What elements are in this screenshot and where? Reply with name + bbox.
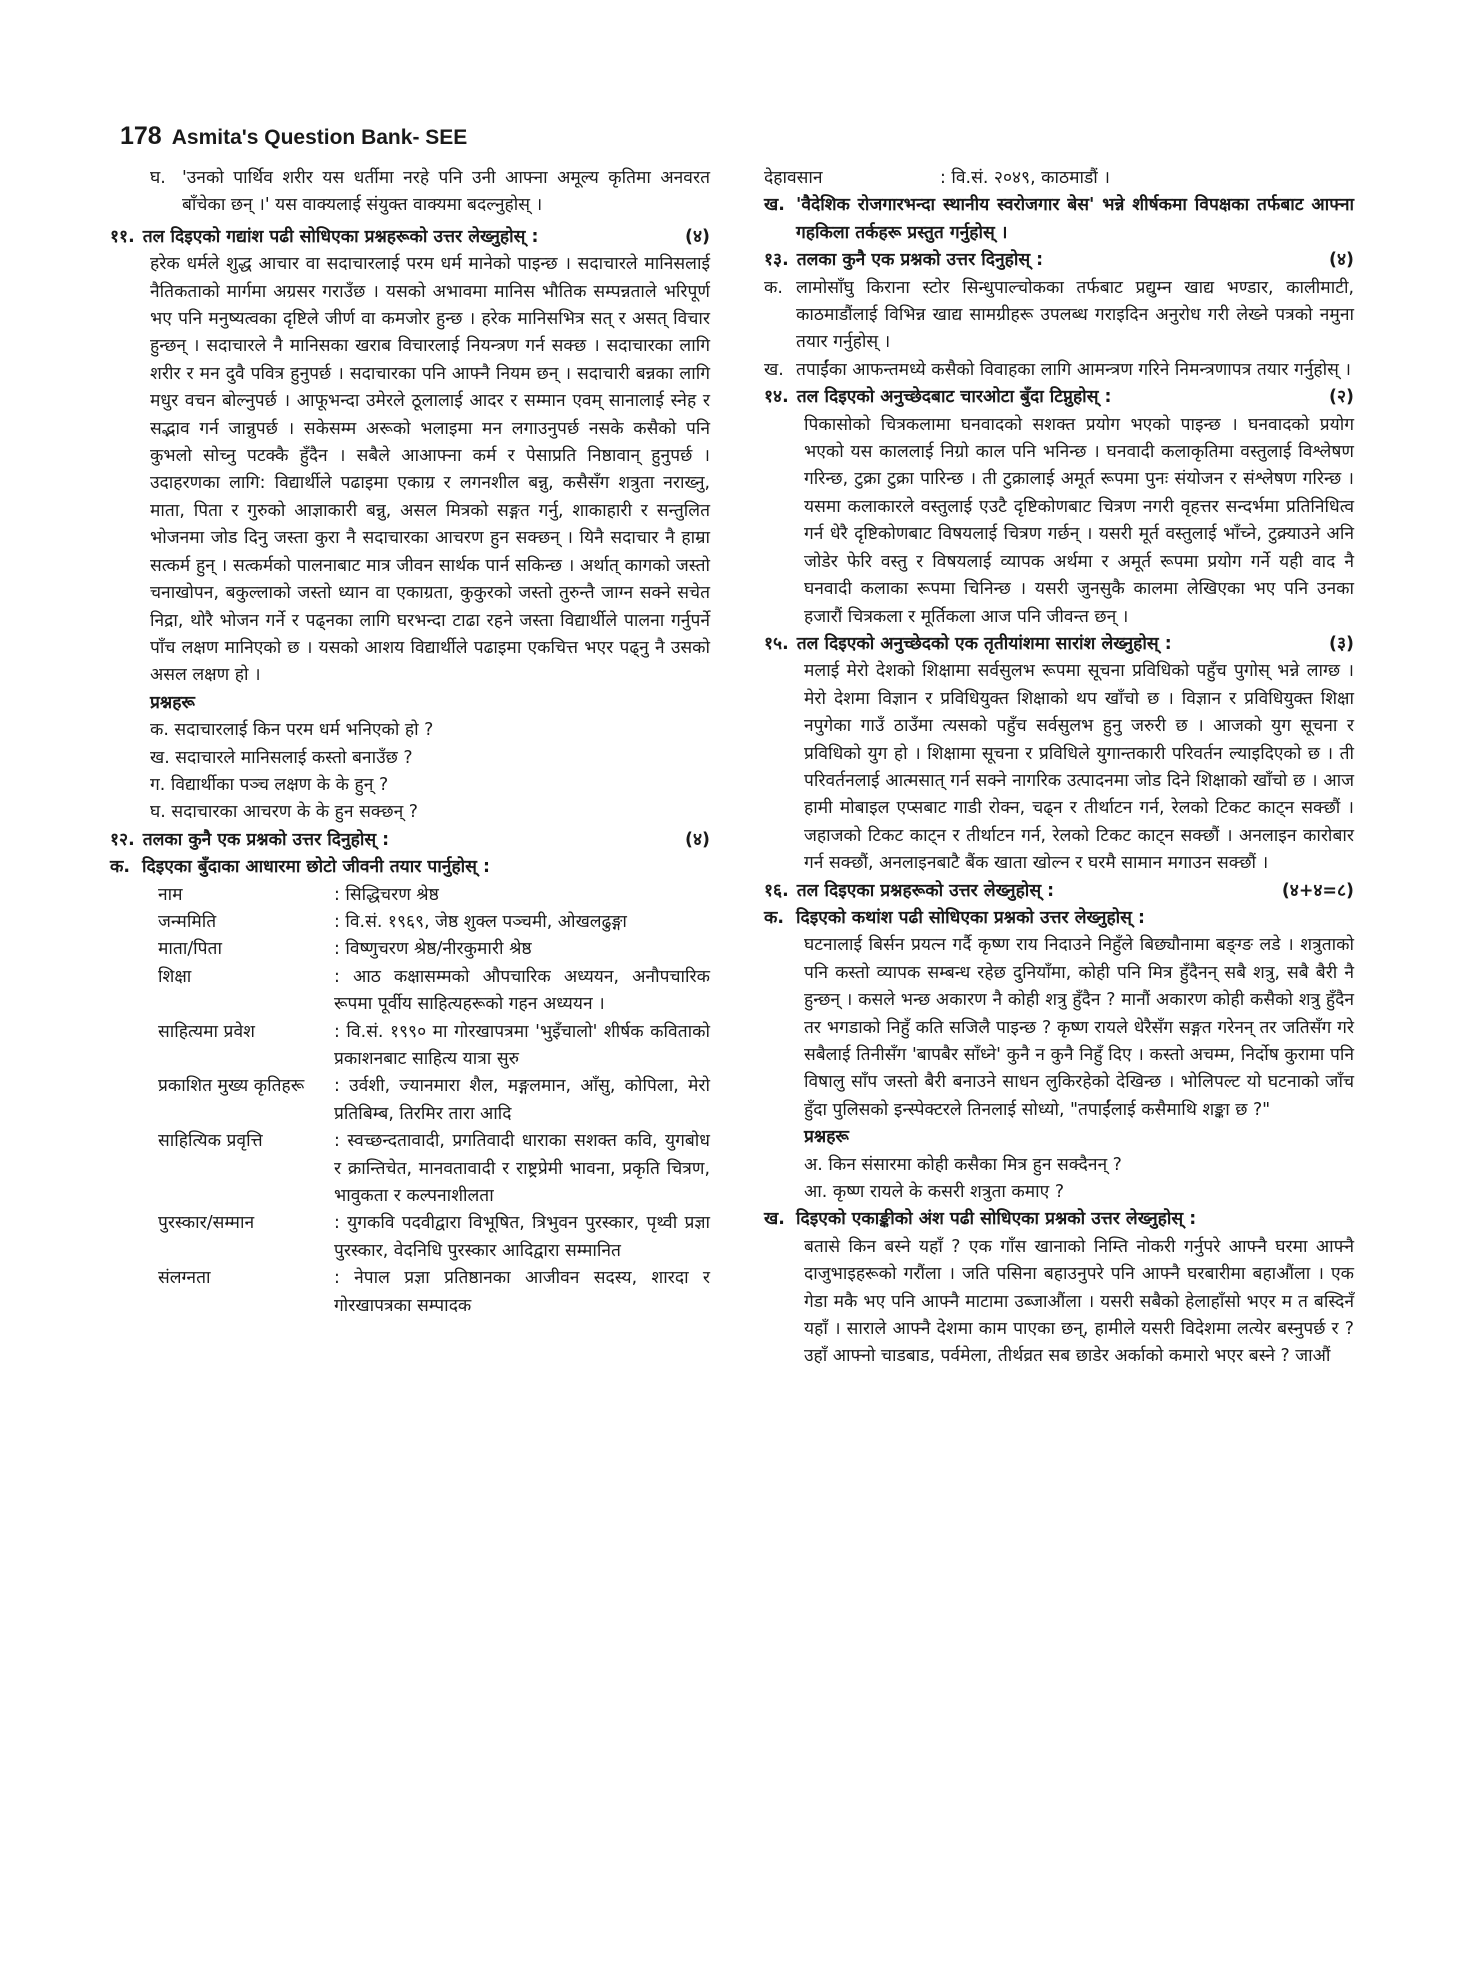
page-header xyxy=(120,122,1320,162)
bio-key: देहावसान xyxy=(764,168,823,188)
item-text: दिइएको एकाङ्कीको अंश पढी सोधिएका प्रश्नको उत्तर लेख्नुहोस् : xyxy=(796,1209,1197,1230)
right-column xyxy=(764,165,1354,1371)
bio-row xyxy=(110,1210,710,1265)
q14-heading xyxy=(764,384,1354,411)
bio-value: : वि.सं. १९९० मा गोरखापत्रमा 'भुइँचालो' शीर्षक कविताको प्रकाशनबाट साहित्य यात्रा सुरु xyxy=(334,1021,710,1069)
bio-row xyxy=(110,1019,710,1074)
left-column xyxy=(110,165,710,1320)
bio-key: प्रकाशित मुख्य कृतिहरू xyxy=(158,1076,305,1097)
q10-gha xyxy=(110,165,710,220)
bio-key: पुरस्कार/सम्मान xyxy=(158,1213,255,1234)
question-marks: (३) xyxy=(1329,633,1354,654)
q13-ka xyxy=(764,275,1354,357)
item-text: दिइएको कथांश पढी सोधिएका प्रश्नको उत्तर लेख्नुहोस् : xyxy=(796,907,1145,928)
bio-key: संलग्नता xyxy=(158,1268,211,1289)
question-marks: (४+४=८) xyxy=(1281,880,1354,901)
q16-kha-passage: बतासे किन बस्ने यहाँ ? एक गाँस खानाको निम्ति नोकरी गर्नुपरे आफ्नै घरमा आफ्नै दाजुभाइहरूको गरौंला । जति पसिना बहाउनुपरे पनि आफ्नै घरबारीमा बहाऔंला । एक गेडा मकै भए पनि आफ्नै माटामा उब्जाऔंला । यसरी सबैको हेलाहाँसो भएर म त बस्दिनँ यहाँ । साराले आफ्नै देशमा काम पाएका छन्, हामीले यसरी विदेशमा लत्येर बस्नुपर्छ र ? उहाँ आफ्नो चाडबाड, पर्वमेला, तीर्थव्रत सब छाडेर अर्काको कमारो भएर बस्ने ? जाऔं xyxy=(804,1236,1354,1367)
list-item: ख. सदाचारले मानिसलाई कस्तो बनाउँछ ? xyxy=(150,747,413,768)
question-number: ११. xyxy=(110,226,135,247)
item-marker: क. xyxy=(110,857,130,878)
q11-questions xyxy=(110,717,710,827)
bio-row xyxy=(110,1265,710,1320)
question-title: तल दिइएको अनुच्छेदबाट चारओटा बुँदा टिप्नुहोस् : xyxy=(796,387,1112,408)
question-number: १५. xyxy=(764,633,789,654)
question-marks: (४) xyxy=(1329,250,1354,271)
list-item: क. सदाचारलाई किन परम धर्म भनिएको हो ? xyxy=(150,720,434,741)
bio-key: नाम xyxy=(158,884,183,905)
q12-heading xyxy=(110,827,710,854)
q16-questions-label: प्रश्नहरू xyxy=(804,1127,849,1148)
bio-value: : वि.सं. १९६९, जेष्ठ शुक्ल पञ्चमी, ओखलढुङ्गा xyxy=(334,911,627,932)
bio-value: : आठ कक्षासम्मको औपचारिक अध्ययन, अनौपचारिक रूपमा पूर्वीय साहित्यहरूको गहन अध्ययन । xyxy=(334,966,710,1015)
item-marker: ख. xyxy=(764,1209,785,1230)
q16-questions xyxy=(764,1152,1354,1207)
question-number: १४. xyxy=(764,387,789,408)
item-marker: घ. xyxy=(150,168,166,188)
book-title: Asmita's Question Bank- SEE xyxy=(171,126,468,149)
bio-key: माता/पिता xyxy=(158,939,222,960)
q12-ka xyxy=(110,854,710,881)
q16-ka-passage: घटनालाई बिर्सन प्रयत्न गर्दै कृष्ण राय निदाउने निहुँले बिछ्यौनामा बङ्ग्ङ लडे । शत्रुताको पनि कस्तो व्यापक सम्बन्ध रहेछ दुनियाँमा, कोही पनि मित्र हुँदैनन् सबै शत्रु, सबै बैरी नै हुन्छन् । कसले भन्छ अकारण नै कोही शत्रु हुँदैन ? मानौं अकारण कोही कसैको शत्रु हुँदैन तर भगडाको निहुँ कति सजिलै पाइन्छ ? कृष्ण रायले धेरैसँग सङ्गत गरेनन् तर जतिसँग गरे सबैलाई तिनीसँग 'बापबैर साँध्ने' कुनै न कुनै निहुँ दिए । कस्तो अचम्म, निर्दोष कुरामा पनि विषालु साँप जस्तो बैरी बनाउने साधन लुकिरहेको देखिन्छ । भोलिपल्ट यो घटनाको जाँच हुँदा पुलिसको इन्स्पेक्टरले तिनलाई सोध्यो, "तपाईंलाई कसैमाथि शङ्का छ ?" xyxy=(804,935,1354,1120)
list-item: अ. किन संसारमा कोही कसैका मित्र हुन सक्दैनन् ? xyxy=(804,1154,1122,1175)
bio-row xyxy=(110,964,710,1019)
bio-value: : युगकवि पदवीद्वारा विभूषित, त्रिभुवन पुरस्कार, पृथ्वी प्रज्ञा पुरस्कार, वेदनिधि पुरस्कार आदिद्वारा सम्मानित xyxy=(334,1213,710,1261)
question-title: तल दिइएको गद्यांश पढी सोधिएका प्रश्नहरूको उत्तर लेख्नुहोस् : xyxy=(142,226,539,247)
q14-passage: पिकासोको चित्रकलामा घनवादको सशक्त प्रयोग भएको पाइन्छ । घनवादको प्रयोग भएको यस काललाई निग्रो काल पनि भनिन्छ । घनवादी कलाकृतिमा वस्तुलाई विश्लेषण गरिन्छ, टुक्रा टुक्रा पारिन्छ । ती टुक्रालाई अमूर्त रूपमा पुनः संयोजन र संश्लेषण गरिन्छ । यसमा कलाकारले वस्तुलाई एउटै दृष्टिकोणबाट चित्रण नगरी वृहत्तर सन्दर्भमा प्रतिनिधित्व गर्न धेरै दृष्टिकोणबाट विषयलाई चित्रण गर्छन् । यसरी मूर्त वस्तुलाई भाँच्ने, टुक्र्याउने अनि जोडेर फेरि वस्तु र विषयलाई व्यापक अर्थमा र अमूर्त रूपमा प्रयोग गर्ने यही वाद नै घनवादी कलाका रूपमा चिनिन्छ । यसरी जुनसुकै कालमा लेखिएका भए पनि उनका हजारौं चित्रकला र मूर्तिकला आज पनि जीवन्त छन् । xyxy=(804,414,1354,627)
question-title: तल दिइएका प्रश्नहरूको उत्तर लेख्नुहोस् : xyxy=(796,880,1055,901)
bio-key: शिक्षा xyxy=(158,966,192,987)
q15-heading xyxy=(764,631,1354,658)
question-title: तलका कुनै एक प्रश्नको उत्तर दिनुहोस् : xyxy=(796,250,1044,271)
bio-value: : विष्णुचरण श्रेष्ठ/नीरकुमारी श्रेष्ठ xyxy=(334,939,532,960)
bio-value: : स्वच्छन्दतावादी, प्रगतिवादी धाराका सशक्त कवि, युगबोध र क्रान्तिचेत, मानवतावादी र राष्ट्रप्रेमी भावना, प्रकृति चित्रण, भावुकता र कल्पनाशीलता xyxy=(334,1131,710,1207)
bio-value: : सिद्धिचरण श्रेष्ठ xyxy=(334,884,439,905)
page-number: 178 xyxy=(120,122,162,150)
item-text: लामोसाँघु किराना स्टोर सिन्धुपाल्चोकका तर्फबाट प्रद्युम्न खाद्य भण्डार, कालीमाटी, काठमाडौंलाई विभिन्न खाद्य सामग्रीहरू उपलब्ध गराइदिन अनुरोध गरी लेख्ने पत्रको नमुना तयार गर्नुहोस् । xyxy=(796,277,1354,353)
list-item: घ. सदाचारका आचरण के के हुन सक्छन् ? xyxy=(150,802,419,823)
bio-value: : उर्वशी, ज्यानमारा शैल, मङ्गलमान, आँसु, कोपिला, मेरो प्रतिबिम्ब, तिरमिर तारा आदि xyxy=(334,1076,710,1124)
bio-key: साहित्यमा प्रवेश xyxy=(158,1021,255,1042)
q11-heading xyxy=(110,224,710,251)
bio-row xyxy=(110,909,710,936)
question-number: १६. xyxy=(764,880,789,901)
q12-kha xyxy=(764,192,1354,247)
q13-kha xyxy=(764,357,1354,384)
q15-passage: मलाई मेरो देशको शिक्षामा सर्वसुलभ रूपमा सूचना प्रविधिको पहुँच पुगोस् भन्ने लाग्छ । मेरो देशमा विज्ञान र प्रविधियुक्त शिक्षाको थप खाँचो छ । विज्ञान र प्रविधियुक्त शिक्षा नपुगेका गाउँ ठाउँमा त्यसको पहुँच सर्वसुलभ हुनु जरुरी छ । आजको युग सूचना र प्रविधिको युग हो । शिक्षामा सूचना र प्रविधिले युगान्तकारी परिवर्तन ल्याइदिएको छ । ती परिवर्तनलाई आत्मसात् गर्न सक्ने नागरिक उत्पादनमा जोड दिने शिक्षाको खाँचो छ । आज हामी मोबाइल एप्सबाट गाडी रोक्न, चढ्न र तीर्थाटन गर्न, रेलको टिकट काट्न सक्छौं । जहाजको टिकट काट्न र तीर्थाटन गर्न, रेलको टिकट काट्न सक्छौं । अनलाइन कारोबार गर्न सक्छौं, अनलाइनबाटै बैंक खाता खोल्न र घरमै सामान मगाउन सक्छौं । xyxy=(804,661,1354,874)
bio-row xyxy=(110,882,710,909)
bio-row xyxy=(110,1073,710,1128)
list-item: आ. कृष्ण रायले के कसरी शत्रुता कमाए ? xyxy=(804,1182,1065,1203)
question-title: तलका कुनै एक प्रश्नको उत्तर दिनुहोस् : xyxy=(142,829,390,850)
bio-value: : नेपाल प्रज्ञा प्रतिष्ठानका आजीवन सदस्य, शारदा र गोरखापत्रका सम्पादक xyxy=(334,1268,710,1316)
list-item: ग. विद्यार्थीका पञ्च लक्षण के के हुन् ? xyxy=(150,774,389,795)
question-marks: (२) xyxy=(1329,387,1354,408)
item-marker: ख. xyxy=(764,359,784,380)
item-text: 'वैदेशिक रोजगारभन्दा स्थानीय स्वरोजगार बेस' भन्ने शीर्षकमा विपक्षका तर्फबाट आफ्ना गहकिला तर्कहरू प्रस्तुत गर्नुहोस् । xyxy=(796,195,1354,243)
q16-ka xyxy=(764,905,1354,932)
q11-passage: हरेक धर्मले शुद्ध आचार वा सदाचारलाई परम धर्म मानेको पाइन्छ । सदाचारले मानिसलाई नैतिकताको मार्गमा अग्रसर गराउँछ । यसको अभावमा मानिस भौतिक सम्पन्नताले भरिपूर्ण भए पनि मनुष्यत्वका दृष्टिले जीर्ण वा कमजोर हुन्छ । हरेक मानिसभित्र सत् र असत् विचार हुन्छन् । सदाचारले नै मानिसका खराब विचारलाई नियन्त्रण गर्न सक्छ । सदाचारका लागि शरीर र मन दुवै पवित्र हुनुपर्छ । सदाचारका पनि आफ्नै नियम छन् । सदाचारी बन्नका लागि मधुर वचन बोल्नुपर्छ । आफूभन्दा उमेरले ठूलालाई आदर र सम्मान एवम् सानालाई स्नेह र सद्भाव गर्न जान्नुपर्छ । सकेसम्म अरूको भलाइमा मन लगाउनुपर्छ नसके कसैको पनि कुभलो सोच्नु पटक्कै हुँदैन । सबैले आआफ्ना कर्म र पेसाप्रति निष्ठावान् हुनुपर्छ । उदाहरणका लागि: विद्यार्थीले पढाइमा एकाग्र र लगनशील बन्नु, कसैसँग शत्रुता नराख्नु, माता, पिता र गुरुको आज्ञाकारी बन्नु, असल मित्रको सङ्गत गर्नु, शाकाहारी र सन्तुलित भोजनमा जोड दिनु जस्ता कुरा नै सदाचारका आचरण हुन सक्छन् । यिनै सदाचार नै हाम्रा सत्कर्म हुन् । सत्कर्मको पालनाबाट मात्र जीवन सार्थक पार्न सकिन्छ । अर्थात् कागको जस्तो चनाखोपन, बकुल्लाको जस्तो ध्यान वा एकाग्रता, कुकुरको जस्तो तुरुन्तै जाग्न सक्ने सचेत निद्रा, थोरै भोजन गर्ने र पढ्नका लागि घरभन्दा टाढा रहने जस्ता विद्यार्थीले पालना गर्नुपर्ने पाँच लक्षण मानिएको छ । यसको आशय विद्यार्थीले पढाइमा एकचित्त भएर पढ्नु नै उसको असल लक्षण हो । xyxy=(150,254,710,686)
q16-kha xyxy=(764,1206,1354,1233)
bio-row xyxy=(110,936,710,963)
q13-heading xyxy=(764,247,1354,274)
item-marker: क. xyxy=(764,277,783,298)
bio-row xyxy=(764,165,1354,192)
question-marks: (४) xyxy=(685,829,710,850)
item-text: तपाईंका आफन्तमध्ये कसैको विवाहका लागि आमन्त्रण गरिने निमन्त्रणापत्र तयार गर्नुहोस् । xyxy=(796,359,1352,380)
bio-table xyxy=(110,882,710,1321)
question-title: तल दिइएको अनुच्छेदको एक तृतीयांशमा सारांश लेख्नुहोस् : xyxy=(796,633,1172,654)
question-marks: (४) xyxy=(685,226,710,247)
bio-row xyxy=(110,1128,710,1210)
question-number: १३. xyxy=(764,250,789,271)
bio-key: जन्ममिति xyxy=(158,911,217,932)
item-text: दिइएका बुँदाका आधारमा छोटो जीवनी तयार पार्नुहोस् : xyxy=(142,857,490,878)
q11-questions-label: प्रश्नहरू xyxy=(150,692,195,713)
question-number: १२. xyxy=(110,829,135,850)
item-marker: क. xyxy=(764,907,784,928)
q16-heading xyxy=(764,878,1354,905)
bio-value: : वि.सं. २०४९, काठमाडौं । xyxy=(940,168,1110,188)
item-text: 'उनको पार्थिव शरीर यस धर्तीमा नरहे पनि उनी आफ्ना अमूल्य कृतिमा अनवरत बाँचेका छन् ।' यस वाक्यलाई संयुक्त वाक्यमा बदल्नुहोस् । xyxy=(182,168,710,216)
bio-key: साहित्यिक प्रवृत्ति xyxy=(158,1131,263,1152)
item-marker: ख. xyxy=(764,195,785,216)
